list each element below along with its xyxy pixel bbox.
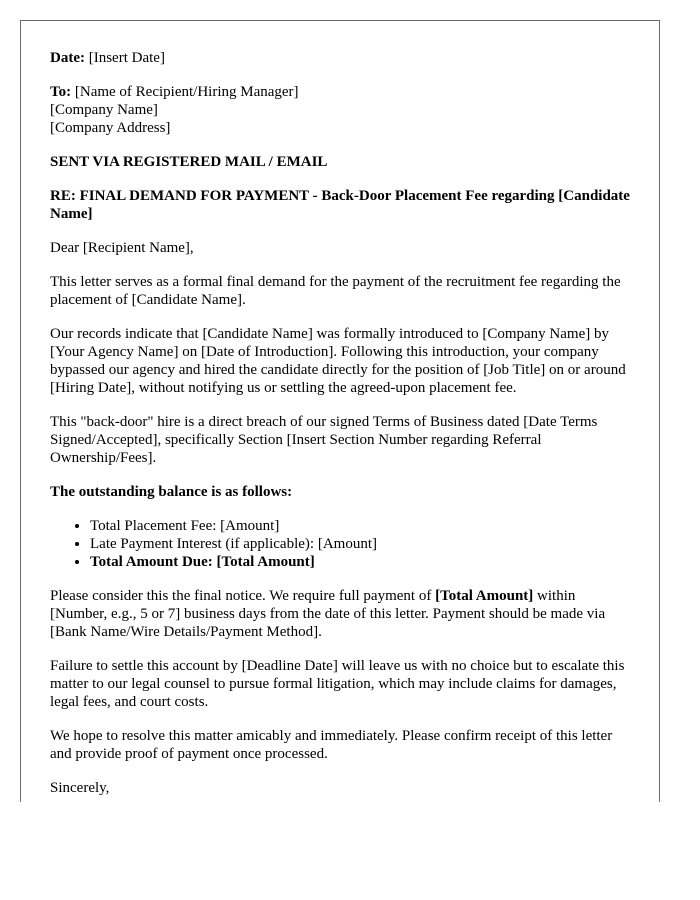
subject-text: RE: FINAL DEMAND FOR PAYMENT - Back-Door Placement Fee regarding [Candidate Name]: [50, 188, 630, 222]
list-item-total-due: [90, 553, 630, 571]
recipient-name: [Name of Recipient/Hiring Manager]: [71, 84, 299, 100]
paragraph-failure: Failure to settle this account by [Deadline Date] will leave us with no choice but to escalate this matter to our legal counsel to pursue formal litigation, which may include claims for damages, legal fees, and court costs.: [50, 658, 625, 710]
subject-line: [50, 187, 630, 223]
list-item-interest: • Late Payment Interest (if applicable): [Amount]: [90, 535, 630, 553]
balance-heading: [50, 483, 630, 501]
paragraph-breach: This "back-door" hire is a direct breach of our signed Terms of Business dated [Date Terms Signed/Accepted], specifically Section [Insert Section Number regarding Referral Ownership/Fees].: [50, 414, 598, 466]
to-label: To:: [50, 84, 72, 100]
paragraph-records: Our records indicate that [Candidate Name] was formally introduced to [Company Name] by [Your Agency Name] on [Date of Introduction]. Following this introduction, your company bypassed our agency and hired the candidate directly for the position of [Job Title] on or around [Hiring Date], without notifying us or settling the agreed-upon placement fee.: [50, 326, 626, 396]
recipient-address: [Company Address]: [50, 120, 171, 136]
date-line: [50, 49, 630, 67]
recipient-name-line: [50, 83, 630, 101]
list-item-placement-fee: • Total Placement Fee: [Amount]: [90, 517, 630, 535]
date-label: Date:: [50, 50, 85, 66]
closing: Sincerely,: [50, 780, 110, 796]
sent-via-text: SENT VIA REGISTERED MAIL / EMAIL: [50, 154, 328, 170]
total-due-text: Total Amount Due: [Total Amount]: [90, 554, 315, 570]
balance-heading-text: The outstanding balance is as follows:: [50, 484, 293, 500]
paragraph-resolve: We hope to resolve this matter amicably and immediately. Please confirm receipt of this letter and provide proof of payment once processed.: [50, 728, 613, 762]
balance-list: [50, 517, 630, 571]
recipient-company: [Company Name]: [50, 102, 158, 118]
notice-text-end: within [Number, e.g., 5 or 7] business days from the date of this letter. Payment should be made via [Bank Name/Wire Details/Payment Method].: [50, 588, 606, 640]
letter-page: [20, 20, 660, 802]
recipient-block: [50, 83, 630, 137]
salutation: Dear [Recipient Name],: [50, 240, 194, 256]
notice-total-amount: [Total Amount]: [435, 588, 534, 604]
letter-body: [21, 21, 659, 797]
notice-text-start: Please consider this the final notice. We require full payment of: [50, 588, 436, 604]
date-value: [Insert Date]: [84, 50, 165, 66]
paragraph-notice: [50, 587, 630, 641]
paragraph-intro: This letter serves as a formal final demand for the payment of the recruitment fee regarding the placement of [Candidate Name].: [50, 274, 621, 308]
sent-via-line: [50, 153, 630, 171]
